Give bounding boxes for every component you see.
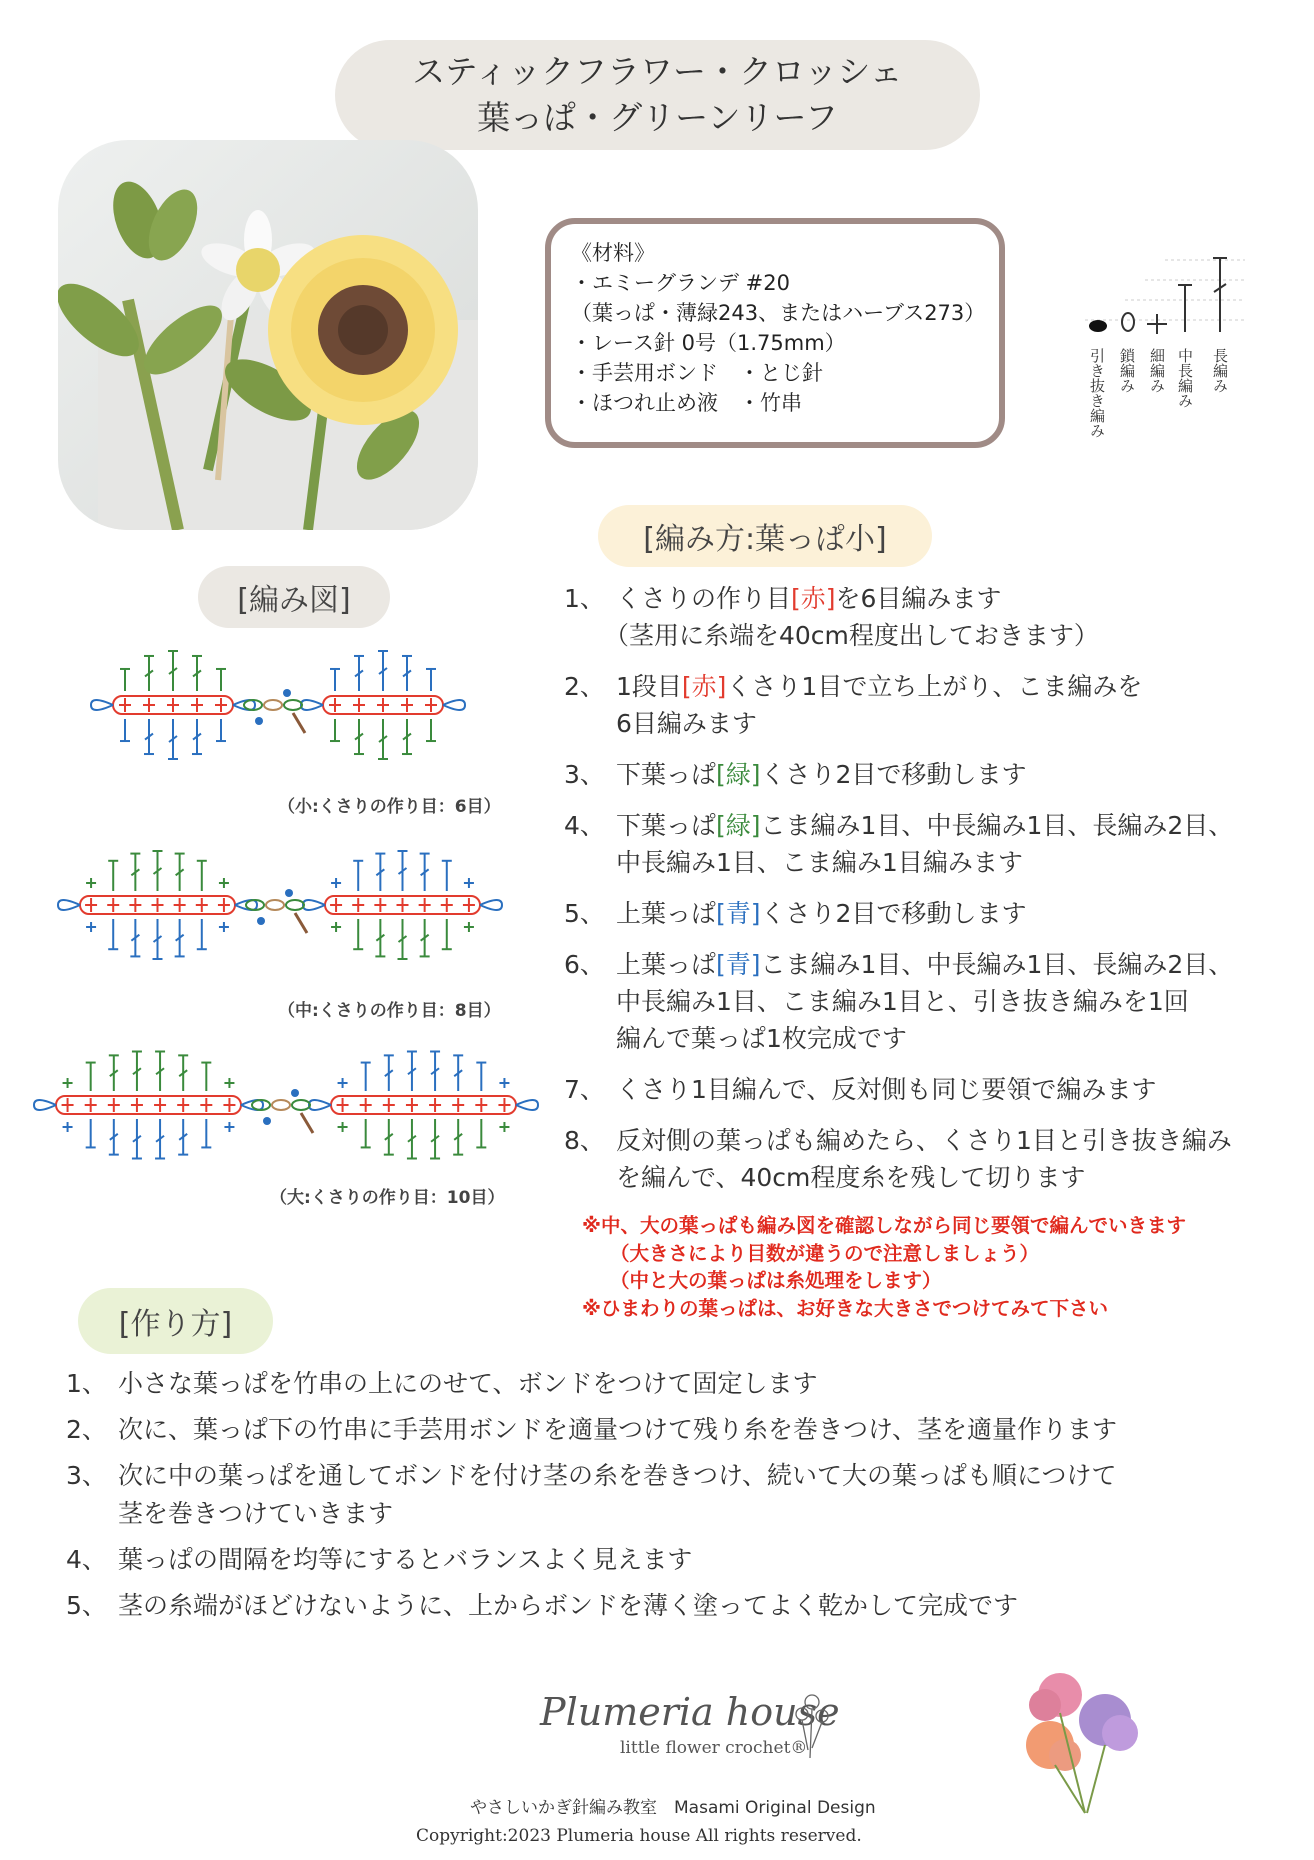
step-text: 上葉っぱ [616, 899, 717, 928]
materials-item: ・ほつれ止め液 ・竹串 [571, 391, 802, 415]
logo-text: Plumeria house [540, 1690, 840, 1734]
step-7 [564, 1071, 1304, 1108]
title-line1: スティックフラワー・クロッシェ [412, 52, 903, 91]
chain-stitch [266, 900, 284, 910]
foundation-chain [56, 1096, 241, 1114]
color-tag-green: [緑] [716, 760, 761, 789]
end-loop [34, 1100, 56, 1110]
assembly-step-2 [66, 1411, 1286, 1449]
step-text: くさり2目で移動します [760, 899, 1027, 928]
assembly-steps [66, 1365, 1286, 1633]
materials-heading: 《材料》 [571, 241, 655, 265]
assembly-step-1 [66, 1365, 1286, 1403]
yarn-tail [301, 1113, 313, 1133]
knitting-steps [564, 580, 1304, 1210]
end-loop [309, 1100, 331, 1110]
step-4 [564, 807, 1304, 881]
footer-copyright: Copyright:2023 Plumeria house All rights reserved. [416, 1826, 862, 1846]
step-number: 3、 [66, 1461, 107, 1490]
yarn-tail [295, 913, 307, 933]
step-continuation: 茎を巻きつけていきます [118, 1499, 394, 1528]
step-number: 4、 [564, 811, 605, 840]
chain-stitch [272, 1100, 290, 1110]
title-line2: 葉っぱ・グリーンリーフ [477, 98, 838, 137]
step-text: 1段目 [616, 672, 682, 701]
step-number: 1、 [564, 584, 605, 613]
color-tag-green: [緑] [716, 811, 761, 840]
materials-box [545, 218, 1005, 448]
end-loop [303, 900, 325, 910]
legend-label-single: 細編み [1148, 348, 1166, 393]
step-text: くさりの作り目 [616, 584, 792, 613]
step-continuation: 中長編み1目、こま編み1目編みます [616, 848, 1023, 877]
step-8 [564, 1122, 1304, 1196]
materials-item: ・エミーグランデ #20 [571, 271, 790, 295]
step-text: くさり1目で立ち上がり、こま編みを [726, 672, 1143, 701]
crochet-chart-small [28, 650, 578, 760]
step-continuation: 6目編みます [616, 709, 757, 738]
caption-medium: （中:くさりの作り目：8目） [278, 1001, 501, 1021]
foundation-chain [331, 1096, 516, 1114]
slip-stitch-dot [263, 1117, 271, 1125]
slip-stitch-dot [285, 889, 293, 897]
step-1 [564, 580, 1304, 654]
end-loop [91, 700, 113, 710]
step-number: 8、 [564, 1126, 605, 1155]
crochet-chart-medium [28, 850, 578, 960]
step-text: 次に中の葉っぱを通してボンドを付け茎の糸を巻きつけ、続いて大の葉っぱも順につけて [118, 1461, 1117, 1490]
step-text: 次に、葉っぱ下の竹串に手芸用ボンドを適量つけて残り糸を巻きつけ、茎を適量作ります [118, 1415, 1118, 1444]
single-crochet-symbol [1147, 314, 1167, 334]
step-3 [564, 756, 1304, 793]
watercolor-flowers-illustration [1005, 1665, 1165, 1815]
step-text: 上葉っぱ [616, 950, 717, 979]
step-number: 4、 [66, 1545, 107, 1574]
step-text: 下葉っぱ [616, 760, 717, 789]
chain-stitch-symbol [1122, 313, 1134, 331]
materials-item: ・レース針 0号（1.75mm） [571, 331, 846, 355]
legend-label-chain: 鎖編み [1118, 348, 1136, 393]
caption-small: （小:くさりの作り目：6目） [278, 797, 501, 817]
note-line: ※中、大の葉っぱも編み図を確認しながら同じ要領で編んでいきます [582, 1214, 1186, 1237]
step-text: くさり1目編んで、反対側も同じ要領で編みます [616, 1075, 1157, 1104]
step-6 [564, 946, 1304, 1057]
step-number: 6、 [564, 950, 605, 979]
step-text: 反対側の葉っぱも編めたら、くさり1目と引き抜き編み [616, 1126, 1232, 1155]
assembly-step-4 [66, 1541, 1286, 1579]
diagram-heading: [編み図] [198, 566, 390, 628]
chain-stitch [292, 1100, 310, 1110]
chain-stitch [286, 900, 304, 910]
color-tag-red: [赤] [681, 672, 727, 701]
slip-stitch-dot [291, 1089, 299, 1097]
double-crochet-symbol [1213, 258, 1227, 332]
slip-stitch-dot [283, 689, 291, 697]
footer-studio: やさしいかぎ針編み教室 Masami Original Design [470, 1798, 876, 1818]
step-continuation: 編んで葉っぱ1枚完成です [616, 1024, 907, 1053]
step-number: 5、 [564, 899, 605, 928]
color-tag-red: [赤] [791, 584, 836, 613]
step-text: こま編み1目、中長編み1目、長編み2目、 [760, 950, 1234, 979]
method-heading: [編み方:葉っぱ小] [598, 505, 932, 567]
note-line: （大きさにより目数が違うので注意しましょう） [610, 1241, 1040, 1265]
assembly-step-5 [66, 1587, 1286, 1625]
step-5 [564, 895, 1304, 932]
chain-stitch [284, 700, 302, 710]
slip-stitch-dot [257, 917, 265, 925]
slip-stitch-symbol [1089, 320, 1107, 332]
step-text: 葉っぱの間隔を均等にするとバランスよく見えます [118, 1545, 693, 1574]
materials-item: ・手芸用ボンド ・とじ針 [571, 361, 823, 385]
step-continuation: 中長編み1目、こま編み1目と、引き抜き編みを1回 [616, 987, 1189, 1016]
step-text: を6目編みます [835, 584, 1002, 613]
step-text: くさり2目で移動します [760, 760, 1027, 789]
step-text: 小さな葉っぱを竹串の上にのせて、ボンドをつけて固定します [118, 1369, 818, 1398]
end-loop [443, 700, 465, 710]
materials-item: （葉っぱ・薄緑243、またはハーブス273） [571, 301, 986, 325]
end-loop [58, 900, 80, 910]
logo-subtext: little flower crochet® [620, 1738, 808, 1758]
legend-label-half-double: 中長編み [1176, 348, 1194, 408]
notes [582, 1212, 1302, 1322]
chain-stitch [264, 700, 282, 710]
note-line: （中と大の葉っぱは糸処理をします） [610, 1269, 942, 1292]
slip-stitch-dot [255, 717, 263, 725]
flower-sprig-icon [788, 1690, 836, 1760]
crochet-chart-large [28, 1050, 578, 1160]
yarn-tail [293, 713, 305, 733]
step-2 [564, 668, 1304, 742]
step-number: 2、 [564, 672, 605, 701]
step-continuation: （茎用に糸端を40cm程度出しておきます） [604, 621, 1099, 650]
step-number: 3、 [564, 760, 605, 789]
step-continuation: を編んで、40cm程度糸を残して切ります [616, 1163, 1086, 1192]
caption-large: （大:くさりの作り目：10目） [270, 1188, 505, 1208]
step-number: 5、 [66, 1591, 107, 1620]
brand-logo [540, 1690, 840, 1790]
stitch-legend [1085, 240, 1265, 440]
legend-label-double: 長編み [1211, 348, 1229, 393]
end-loop [301, 700, 323, 710]
color-tag-blue: [青] [716, 899, 761, 928]
product-photo [58, 140, 478, 530]
color-tag-blue: [青] [716, 950, 761, 979]
step-text: 茎の糸端がほどけないように、上からボンドを薄く塗ってよく乾かして完成です [118, 1591, 1019, 1620]
assembly-step-3 [66, 1457, 1286, 1533]
half-double-symbol [1178, 285, 1192, 332]
end-loop [480, 900, 502, 910]
step-text: 下葉っぱ [616, 811, 717, 840]
note-line: ※ひまわりの葉っぱは、お好きな大きさでつけてみて下さい [582, 1296, 1108, 1320]
end-loop [516, 1100, 538, 1110]
legend-label-slip: 引き抜き編み [1088, 348, 1106, 438]
step-number: 7、 [564, 1075, 605, 1104]
step-text: こま編み1目、中長編み1目、長編み2目、 [760, 811, 1234, 840]
step-number: 2、 [66, 1415, 107, 1444]
howto-heading: [作り方] [78, 1288, 273, 1354]
step-number: 1、 [66, 1369, 107, 1398]
title-banner [335, 40, 980, 150]
